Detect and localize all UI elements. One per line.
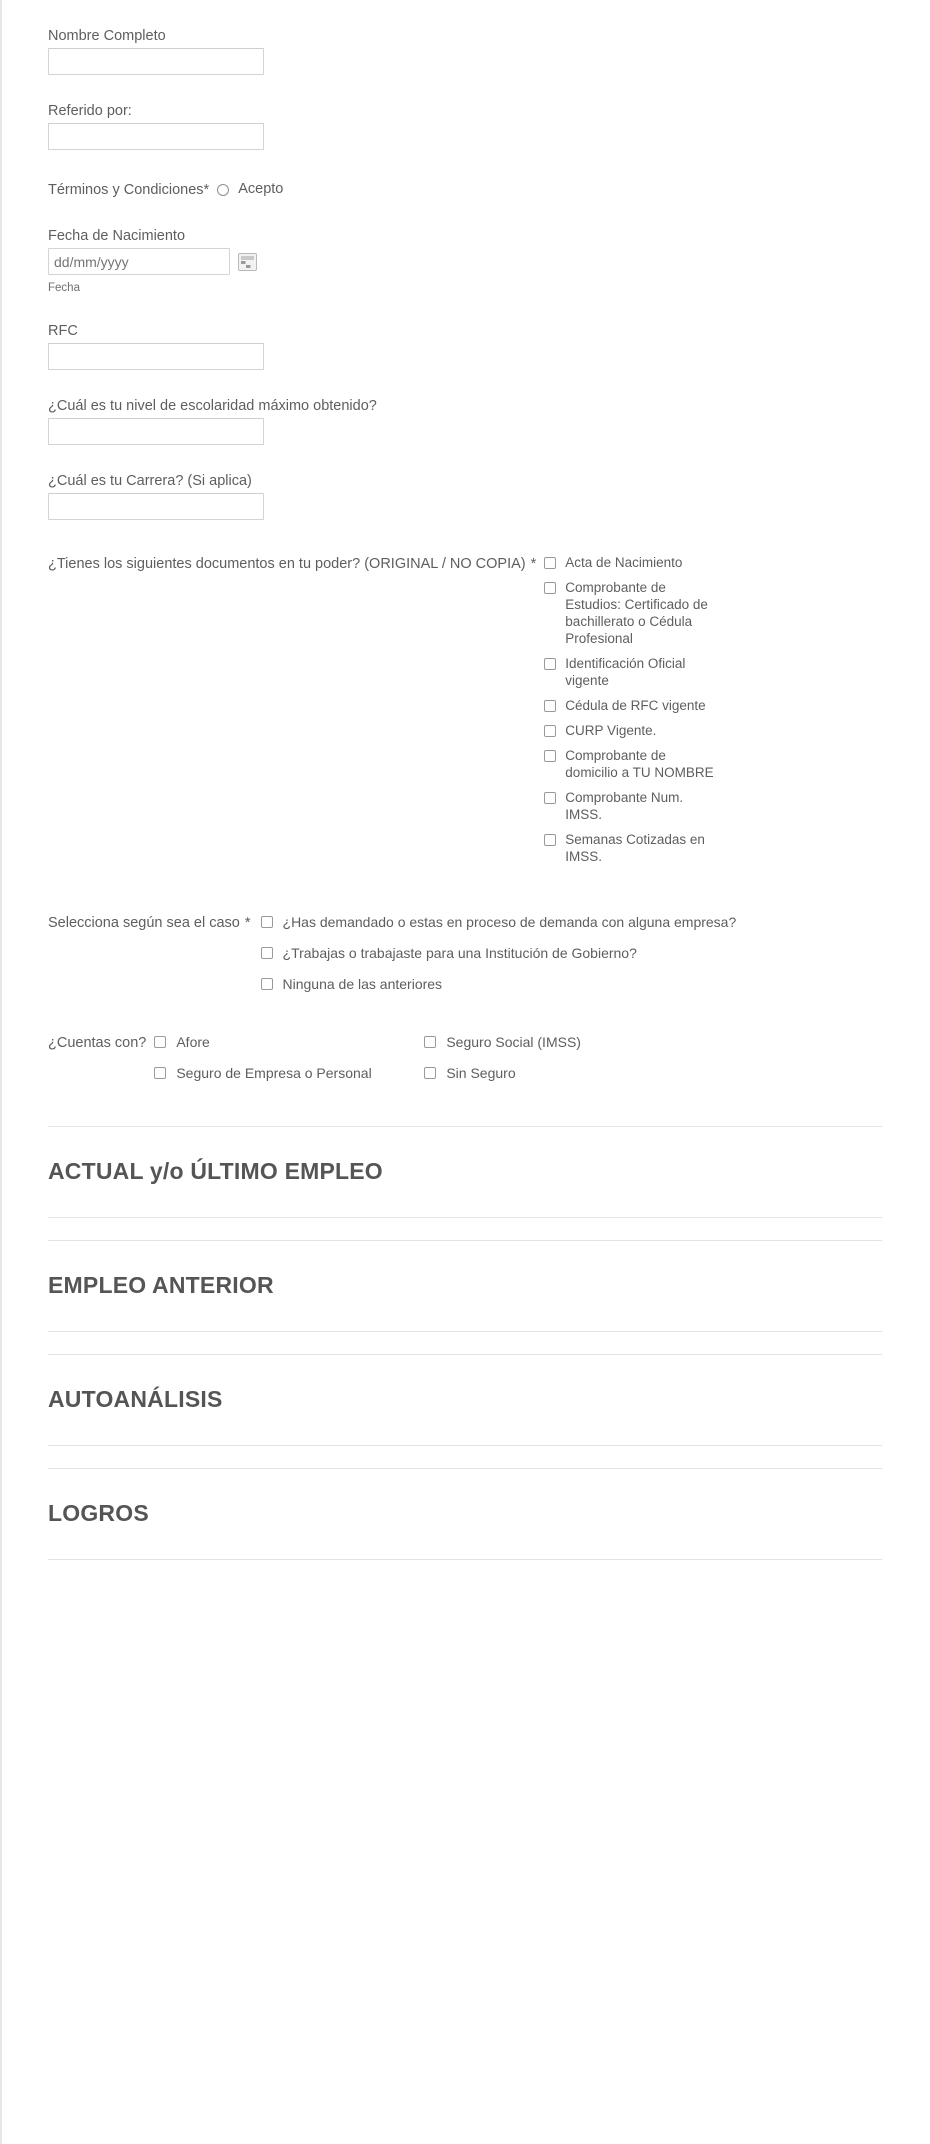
label-documentos: ¿Tienes los siguientes documentos en tu poder? (ORIGINAL / NO COPIA) — [48, 556, 526, 572]
checkbox-institucion-gobierno[interactable] — [261, 947, 273, 959]
label-acepto: Acepto — [238, 181, 284, 197]
checkbox-acta-nacimiento[interactable] — [544, 557, 556, 569]
checkbox-item[interactable] — [544, 831, 714, 865]
option-label: Seguro de Empresa o Personal — [176, 1065, 372, 1081]
field-cuentas-con — [48, 993, 882, 1082]
option-label: Seguro Social (IMSS) — [446, 1034, 581, 1050]
caso-options — [261, 913, 881, 993]
option-label: ¿Has demandado o estas en proceso de demanda con alguna empresa? — [282, 914, 737, 930]
radio-acepto[interactable] — [217, 184, 229, 196]
input-rfc[interactable] — [48, 343, 264, 370]
checkbox-comprobante-imss[interactable] — [544, 792, 556, 804]
label-fecha-nacimiento: Fecha de Nacimiento — [48, 228, 186, 244]
checkbox-item[interactable] — [544, 579, 714, 647]
label-nombre-completo: Nombre Completo — [48, 28, 166, 44]
option-label: Comprobante Num. IMSS. — [565, 790, 684, 822]
checkbox-item[interactable] — [544, 697, 714, 714]
input-carrera[interactable] — [48, 493, 264, 520]
checkbox-item[interactable] — [154, 1033, 424, 1051]
label-referido-por: Referido por: — [48, 103, 132, 119]
documentos-options — [544, 554, 714, 873]
section-gap — [48, 1446, 882, 1468]
option-label: Comprobante de Estudios: Certificado de bachillerato o Cédula Profesional — [565, 580, 708, 646]
field-escolaridad — [48, 370, 882, 445]
checkbox-demanda-empresa[interactable] — [261, 916, 273, 928]
checkbox-identificacion-oficial[interactable] — [544, 658, 556, 670]
checkbox-item[interactable] — [544, 722, 714, 739]
checkbox-seguro-empresa-personal[interactable] — [154, 1067, 166, 1079]
input-nombre-completo[interactable] — [48, 48, 264, 75]
required-asterisk-documentos: * — [530, 556, 537, 572]
checkbox-item[interactable] — [544, 655, 714, 689]
checkbox-sin-seguro[interactable] — [424, 1067, 436, 1079]
section-logros — [48, 1468, 882, 1560]
checkbox-item[interactable] — [261, 975, 881, 993]
option-label: Afore — [176, 1034, 210, 1050]
page-left-edge — [0, 0, 2, 2144]
checkbox-afore[interactable] — [154, 1036, 166, 1048]
field-selecciona-caso — [48, 873, 882, 993]
option-label: Sin Seguro — [446, 1065, 516, 1081]
checkbox-item[interactable] — [424, 1033, 694, 1051]
label-escolaridad: ¿Cuál es tu nivel de escolaridad máximo obtenido? — [48, 398, 377, 414]
section-title: EMPLEO ANTERIOR — [48, 1272, 274, 1298]
input-escolaridad[interactable] — [48, 418, 264, 445]
section-title: LOGROS — [48, 1500, 149, 1526]
required-asterisk-caso: * — [244, 915, 251, 931]
helper-fecha: Fecha — [48, 282, 80, 294]
field-fecha-nacimiento — [48, 200, 882, 295]
cuentas-options — [154, 1033, 694, 1082]
checkbox-item[interactable] — [424, 1064, 694, 1082]
checkbox-item[interactable] — [544, 747, 714, 781]
checkbox-item[interactable] — [154, 1064, 424, 1082]
checkbox-item[interactable] — [544, 789, 714, 823]
field-terminos-condiciones — [48, 150, 882, 200]
option-label: Acta de Nacimiento — [565, 555, 683, 570]
label-cuentas-con: ¿Cuentas con? — [48, 1035, 147, 1051]
field-carrera — [48, 445, 882, 520]
label-terminos-condiciones: Términos y Condiciones — [48, 182, 204, 198]
section-empleo-anterior — [48, 1240, 882, 1332]
checkbox-comprobante-estudios[interactable] — [544, 582, 556, 594]
checkbox-item[interactable] — [544, 554, 714, 571]
option-label: Cédula de RFC vigente — [565, 698, 706, 713]
field-documentos — [48, 520, 882, 873]
field-referido-por — [48, 75, 882, 150]
option-label: Comprobante de domicilio a TU NOMBRE — [565, 748, 714, 780]
option-label: ¿Trabajas o trabajaste para una Institución de Gobierno? — [282, 945, 637, 961]
input-fecha-nacimiento[interactable] — [48, 248, 230, 275]
section-autoanalisis — [48, 1354, 882, 1446]
section-actual-ultimo-empleo — [48, 1082, 882, 1218]
option-label: Semanas Cotizadas en IMSS. — [565, 832, 705, 864]
section-gap — [48, 1332, 882, 1354]
checkbox-semanas-cotizadas[interactable] — [544, 834, 556, 846]
checkbox-ninguna-anteriores[interactable] — [261, 978, 273, 990]
label-rfc: RFC — [48, 323, 78, 339]
checkbox-item[interactable] — [261, 913, 881, 931]
input-referido-por[interactable] — [48, 123, 264, 150]
date-row — [48, 248, 882, 275]
checkbox-seguro-social-imss[interactable] — [424, 1036, 436, 1048]
divider — [48, 1559, 882, 1560]
checkbox-curp-vigente[interactable] — [544, 725, 556, 737]
label-carrera: ¿Cuál es tu Carrera? (Si aplica) — [48, 473, 252, 489]
checkbox-comprobante-domicilio[interactable] — [544, 750, 556, 762]
option-label: CURP Vigente. — [565, 723, 657, 738]
calendar-icon[interactable] — [238, 253, 257, 271]
required-asterisk-terminos: * — [203, 182, 210, 198]
label-selecciona-caso: Selecciona según sea el caso — [48, 915, 240, 931]
section-title: ACTUAL y/o ÚLTIMO EMPLEO — [48, 1158, 383, 1184]
option-label: Ninguna de las anteriores — [282, 976, 443, 992]
checkbox-item[interactable] — [261, 944, 881, 962]
section-gap — [48, 1218, 882, 1240]
section-title: AUTOANÁLISIS — [48, 1386, 223, 1412]
field-rfc — [48, 295, 882, 370]
option-label: Identificación Oficial vigente — [565, 656, 686, 688]
field-nombre-completo — [48, 0, 882, 75]
checkbox-cedula-rfc[interactable] — [544, 700, 556, 712]
